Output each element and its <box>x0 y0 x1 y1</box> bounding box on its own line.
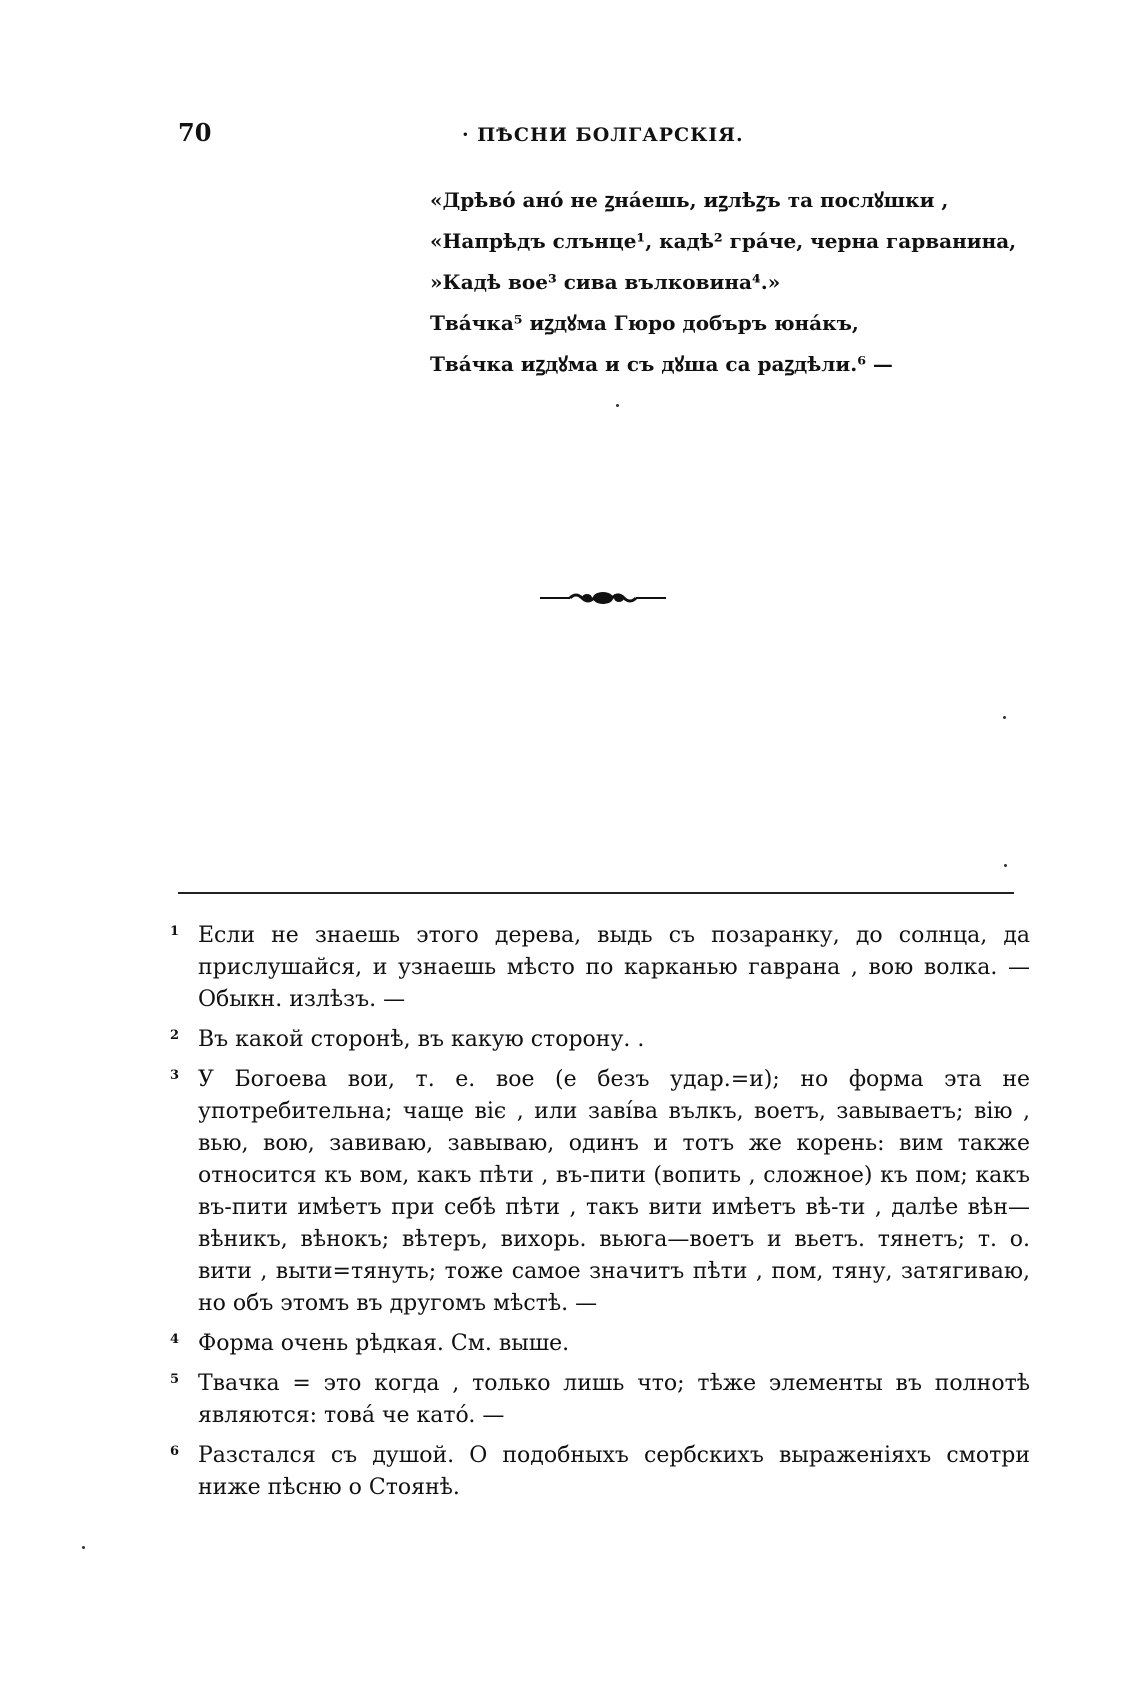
poem-line: «Дрѣвó анó не ꙁнáешь, иꙁлѣꙁъ та послꙋшки , <box>430 188 949 212</box>
footnote-1 <box>170 920 1030 1016</box>
poem-line: «Напрѣдъ слънце¹, кадѣ² грáче, черна гарванина, <box>430 229 1017 253</box>
footnote-marker: 1 <box>170 924 180 939</box>
poem-line: Твáчка иꙁдꙋма и съ дꙋша са раꙁдѣли.⁶ — <box>430 352 893 376</box>
footnote-marker: 6 <box>170 1444 180 1459</box>
footnote-divider <box>178 892 1014 894</box>
poem-verse <box>430 180 1016 385</box>
footnotes <box>170 920 1030 1512</box>
print-speck <box>1003 716 1006 719</box>
footnote-3 <box>170 1064 1030 1320</box>
footnote-marker: 5 <box>170 1372 180 1387</box>
footnote-4 <box>170 1328 1030 1360</box>
running-title: · ПѢСНИ БОЛГАРСКІЯ. <box>462 124 744 146</box>
print-speck <box>616 404 619 407</box>
page-number: 70 <box>178 118 212 147</box>
footnote-marker: 2 <box>170 1028 180 1043</box>
footnote-text: Если не знаешь этого дерева, выдь съ позаранку, до солнца, да прислушайся, и узнаешь мѣсто по карканью гаврана , вою волка. — Обыкн. излѣзъ. — <box>198 923 1030 1012</box>
print-speck <box>82 1546 85 1549</box>
footnote-5 <box>170 1368 1030 1432</box>
footnote-text: Твачка = это когда , только лишь что; тѣже элементы въ полнотѣ являются: товá че катó. — <box>198 1371 1030 1428</box>
footnote-marker: 4 <box>170 1332 180 1347</box>
footnote-marker: 3 <box>170 1068 180 1083</box>
footnote-text: Въ какой сторонѣ, въ какую сторону. . <box>198 1027 645 1052</box>
ornament-divider-icon <box>540 588 666 608</box>
footnote-text: Форма очень рѣдкая. См. выше. <box>198 1331 570 1356</box>
poem-line: »Кадѣ вое³ сива вълковина⁴.» <box>430 270 781 294</box>
footnote-text: Разстался съ душой. О подобныхъ сербскихъ выраженіяхъ смотри ниже пѣсню о Стоянѣ. <box>198 1443 1030 1500</box>
footnote-2 <box>170 1024 1030 1056</box>
poem-line: Твáчка⁵ иꙁдꙋма Гюро добъръ юнáкъ, <box>430 311 859 335</box>
print-speck <box>1004 864 1007 867</box>
footnote-6 <box>170 1440 1030 1504</box>
footnote-text: У Богоева вои, т. е. вое (е безъ удар.=и); но форма эта не употребительна; чаще віє , или завíва вълкъ, воетъ, завываетъ; вію , вью, вою, завиваю, завываю, одинъ и тотъ же корень: вим также относится къ вом, какъ пѣти , въ-пити (вопить , сложное) къ пом; какъ въ-пити имѣетъ при себѣ пѣти , такъ вити имѣетъ вѣ-ти , далѣе вѣн—вѣникъ, вѣнокъ; вѣтеръ, вихорь. вьюга—воетъ и вьетъ. тянетъ; т. о. вити , выти=тянуть; тоже самое значитъ пѣти , пом, тяну, затягиваю, но объ этомъ въ другомъ мѣстѣ. — <box>198 1067 1030 1316</box>
